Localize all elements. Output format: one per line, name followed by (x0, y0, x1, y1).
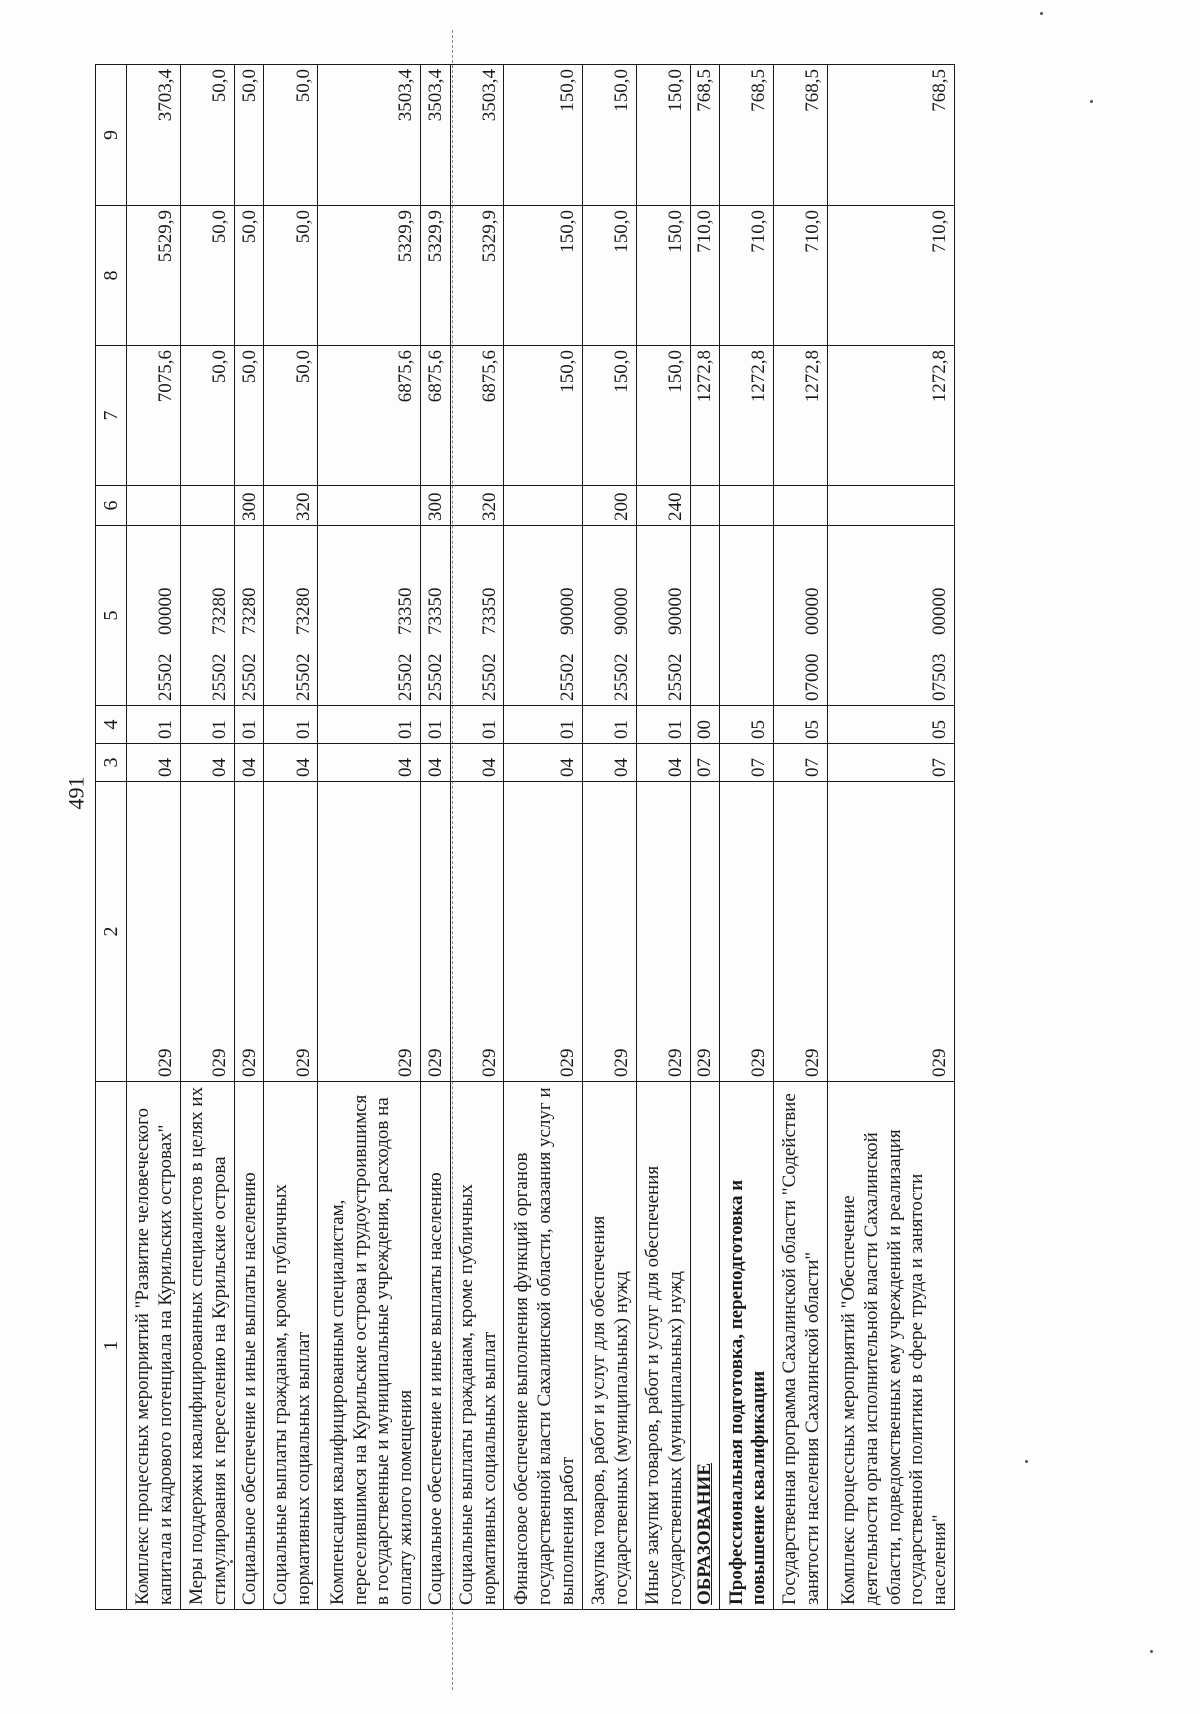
table-row (127, 65, 181, 1610)
subsection-code: 01 (180, 706, 234, 744)
header-cell: 1 (96, 1082, 127, 1610)
amount-year-1: 6875,6 (450, 346, 504, 486)
section-code: 04 (318, 744, 421, 782)
row-name: Меры поддержки квалифицированных специалистов в целях их стимулирования к переселению на Курильские острова (180, 1082, 234, 1610)
target-article-code (234, 526, 264, 706)
table-row (504, 65, 582, 1610)
target-article-direction: 73280 (238, 587, 260, 635)
amount-year-2: 710,0 (720, 206, 774, 346)
admin-code: 029 (504, 782, 582, 1082)
amount-year-2: 50,0 (264, 206, 318, 346)
table-row (318, 65, 421, 1610)
admin-code: 029 (450, 782, 504, 1082)
amount-year-3: 768,5 (690, 65, 720, 206)
target-article-code (582, 526, 636, 706)
target-article-program: 07000 (802, 653, 824, 701)
target-article-code (318, 526, 421, 706)
target-article-program: 25502 (395, 653, 417, 701)
expense-type-code: 320 (450, 486, 504, 526)
amount-year-2: 150,0 (636, 206, 690, 346)
amount-year-1: 1272,8 (828, 346, 955, 486)
admin-code: 029 (180, 782, 234, 1082)
amount-year-2: 150,0 (582, 206, 636, 346)
rotated-table-wrapper (95, 65, 955, 1610)
amount-year-2: 50,0 (234, 206, 264, 346)
target-article-program: 25502 (424, 653, 446, 701)
subsection-code: 01 (127, 706, 181, 744)
section-code: 04 (636, 744, 690, 782)
amount-year-1: 150,0 (504, 346, 582, 486)
amount-year-1: 50,0 (234, 346, 264, 486)
row-name: Закупка товаров, работ и услуг для обеспечения государственных (муниципальных) нужд (582, 1082, 636, 1610)
target-article-code (127, 526, 181, 706)
target-article-program: 25502 (292, 653, 314, 701)
target-article-direction: 00000 (802, 587, 824, 635)
page-number: 491 (63, 776, 89, 810)
expense-type-code (720, 486, 774, 526)
amount-year-2: 710,0 (828, 206, 955, 346)
table-row (774, 65, 828, 1610)
target-article-direction: 73280 (209, 587, 231, 635)
subsection-code: 05 (720, 706, 774, 744)
expense-type-code (180, 486, 234, 526)
table-row (180, 65, 234, 1610)
row-name: Социальные выплаты гражданам, кроме публичных нормативных социальных выплат (264, 1082, 318, 1610)
target-article-direction: 90000 (610, 587, 632, 635)
expense-type-code (504, 486, 582, 526)
scan-speck (1090, 100, 1093, 103)
target-article-program: 25502 (478, 653, 500, 701)
amount-year-1: 50,0 (264, 346, 318, 486)
amount-year-1: 150,0 (636, 346, 690, 486)
amount-year-2: 5329,9 (450, 206, 504, 346)
admin-code: 029 (828, 782, 955, 1082)
scan-speck (1150, 1650, 1153, 1653)
subsection-code: 05 (828, 706, 955, 744)
table-row (450, 65, 504, 1610)
target-article-program: 25502 (664, 653, 686, 701)
admin-code: 029 (690, 782, 720, 1082)
amount-year-3: 50,0 (234, 65, 264, 206)
table-body (127, 65, 955, 1610)
amount-year-2: 150,0 (504, 206, 582, 346)
amount-year-2: 710,0 (774, 206, 828, 346)
target-article-direction: 73280 (292, 587, 314, 635)
target-article-code (690, 526, 720, 706)
header-cell: 7 (96, 346, 127, 486)
amount-year-1: 150,0 (582, 346, 636, 486)
amount-year-2: 5329,9 (318, 206, 421, 346)
table-row (420, 65, 450, 1610)
amount-year-1: 1272,8 (774, 346, 828, 486)
table-row (690, 65, 720, 1610)
expense-type-code (690, 486, 720, 526)
section-code: 04 (234, 744, 264, 782)
amount-year-2: 5329,9 (420, 206, 450, 346)
admin-code: 029 (318, 782, 421, 1082)
target-article-program: 25502 (556, 653, 578, 701)
target-article-direction: 73350 (478, 587, 500, 635)
target-article-direction: 00000 (929, 587, 951, 635)
table-row (234, 65, 264, 1610)
section-code: 04 (180, 744, 234, 782)
expense-type-code (828, 486, 955, 526)
target-article-code (504, 526, 582, 706)
row-name: Социальное обеспечение и иные выплаты населению (234, 1082, 264, 1610)
target-article-direction: 73350 (395, 587, 417, 635)
target-article-code (828, 526, 955, 706)
target-article-code (774, 526, 828, 706)
amount-year-2: 710,0 (690, 206, 720, 346)
subsection-code: 01 (264, 706, 318, 744)
amount-year-2: 50,0 (180, 206, 234, 346)
section-code: 04 (420, 744, 450, 782)
subsection-code: 05 (774, 706, 828, 744)
admin-code: 029 (582, 782, 636, 1082)
row-name: Государственная программа Сахалинской области "Содействие занятости населения Сахалинской области" (774, 1082, 828, 1610)
section-code: 07 (690, 744, 720, 782)
header-row (96, 65, 127, 1610)
amount-year-3: 768,5 (720, 65, 774, 206)
table-row (828, 65, 955, 1610)
amount-year-2: 5529,9 (127, 206, 181, 346)
section-code: 04 (582, 744, 636, 782)
header-cell: 3 (96, 744, 127, 782)
amount-year-3: 3503,4 (318, 65, 421, 206)
expense-type-code: 300 (420, 486, 450, 526)
admin-code: 029 (720, 782, 774, 1082)
target-article-code (264, 526, 318, 706)
amount-year-1: 50,0 (180, 346, 234, 486)
amount-year-1: 6875,6 (318, 346, 421, 486)
target-article-direction: 73350 (424, 587, 446, 635)
scan-speck (1025, 1460, 1028, 1463)
amount-year-1: 6875,6 (420, 346, 450, 486)
section-code: 04 (127, 744, 181, 782)
target-article-direction: 90000 (664, 587, 686, 635)
scan-speck (1040, 12, 1043, 15)
amount-year-3: 768,5 (828, 65, 955, 206)
row-name: Комплекс процессных мероприятий "Обеспечение деятельности органа исполнительной власти Сахалинской области, подведомственных ему учреждений и реализация государственной политики в сфере труда и занятости населения" (828, 1082, 955, 1610)
subsection-code: 01 (450, 706, 504, 744)
admin-code: 029 (774, 782, 828, 1082)
subsection-code: 01 (504, 706, 582, 744)
target-article-code (720, 526, 774, 706)
row-name: Компенсация квалифицированным специалистам, переселившимся на Курильские острова и трудоустроившимся в государственные и муниципальные учреждения, расходов на оплату жилого помещения (318, 1082, 421, 1610)
target-article-program: 25502 (238, 653, 260, 701)
table-row (636, 65, 690, 1610)
target-article-direction: 00000 (155, 587, 177, 635)
subsection-code: 01 (234, 706, 264, 744)
target-article-program: 07503 (929, 653, 951, 701)
budget-table (95, 64, 955, 1610)
amount-year-3: 150,0 (582, 65, 636, 206)
subsection-code: 00 (690, 706, 720, 744)
expense-type-code (318, 486, 421, 526)
table-row (264, 65, 318, 1610)
admin-code: 029 (127, 782, 181, 1082)
admin-code: 029 (234, 782, 264, 1082)
header-cell: 6 (96, 486, 127, 526)
row-name: Профессиональная подготовка, переподготовка и повышение квалификации (720, 1082, 774, 1610)
subsection-code: 01 (636, 706, 690, 744)
table-row (720, 65, 774, 1610)
expense-type-code: 240 (636, 486, 690, 526)
section-code: 07 (828, 744, 955, 782)
admin-code: 029 (420, 782, 450, 1082)
target-article-program: 25502 (155, 653, 177, 701)
header-cell: 5 (96, 526, 127, 706)
admin-code: 029 (264, 782, 318, 1082)
amount-year-3: 150,0 (504, 65, 582, 206)
section-code: 07 (774, 744, 828, 782)
row-name: Комплекс процессных мероприятий "Развитие человеческого капитала и кадрового потенциала на Курильских островах" (127, 1082, 181, 1610)
amount-year-3: 150,0 (636, 65, 690, 206)
row-name: Иные закупки товаров, работ и услуг для обеспечения государственных (муниципальных) нужд (636, 1082, 690, 1610)
table-row (582, 65, 636, 1610)
header-cell: 9 (96, 65, 127, 206)
subsection-code: 01 (420, 706, 450, 744)
row-name: Финансовое обеспечение выполнения функций органов государственной власти Сахалинской области, оказания услуг и выполнения работ (504, 1082, 582, 1610)
row-name: ОБРАЗОВАНИЕ (690, 1082, 720, 1610)
header-cell: 2 (96, 782, 127, 1082)
expense-type-code (127, 486, 181, 526)
expense-type-code: 200 (582, 486, 636, 526)
amount-year-1: 1272,8 (690, 346, 720, 486)
expense-type-code (774, 486, 828, 526)
amount-year-1: 7075,6 (127, 346, 181, 486)
amount-year-3: 3503,4 (420, 65, 450, 206)
expense-type-code: 300 (234, 486, 264, 526)
admin-code: 029 (636, 782, 690, 1082)
target-article-code (636, 526, 690, 706)
subsection-code: 01 (318, 706, 421, 744)
amount-year-1: 1272,8 (720, 346, 774, 486)
subsection-code: 01 (582, 706, 636, 744)
header-cell: 4 (96, 706, 127, 744)
target-article-code (450, 526, 504, 706)
amount-year-3: 3503,4 (450, 65, 504, 206)
target-article-program: 25502 (610, 653, 632, 701)
header-cell: 8 (96, 206, 127, 346)
target-article-code (180, 526, 234, 706)
amount-year-3: 3703,4 (127, 65, 181, 206)
amount-year-3: 768,5 (774, 65, 828, 206)
target-article-code (420, 526, 450, 706)
row-name: Социальные выплаты гражданам, кроме публичных нормативных социальных выплат (450, 1082, 504, 1610)
target-article-program: 25502 (209, 653, 231, 701)
section-code: 04 (264, 744, 318, 782)
amount-year-3: 50,0 (264, 65, 318, 206)
target-article-direction: 90000 (556, 587, 578, 635)
row-name: Социальное обеспечение и иные выплаты населению (420, 1082, 450, 1610)
section-code: 04 (504, 744, 582, 782)
section-code: 04 (450, 744, 504, 782)
section-code: 07 (720, 744, 774, 782)
expense-type-code: 320 (264, 486, 318, 526)
amount-year-3: 50,0 (180, 65, 234, 206)
